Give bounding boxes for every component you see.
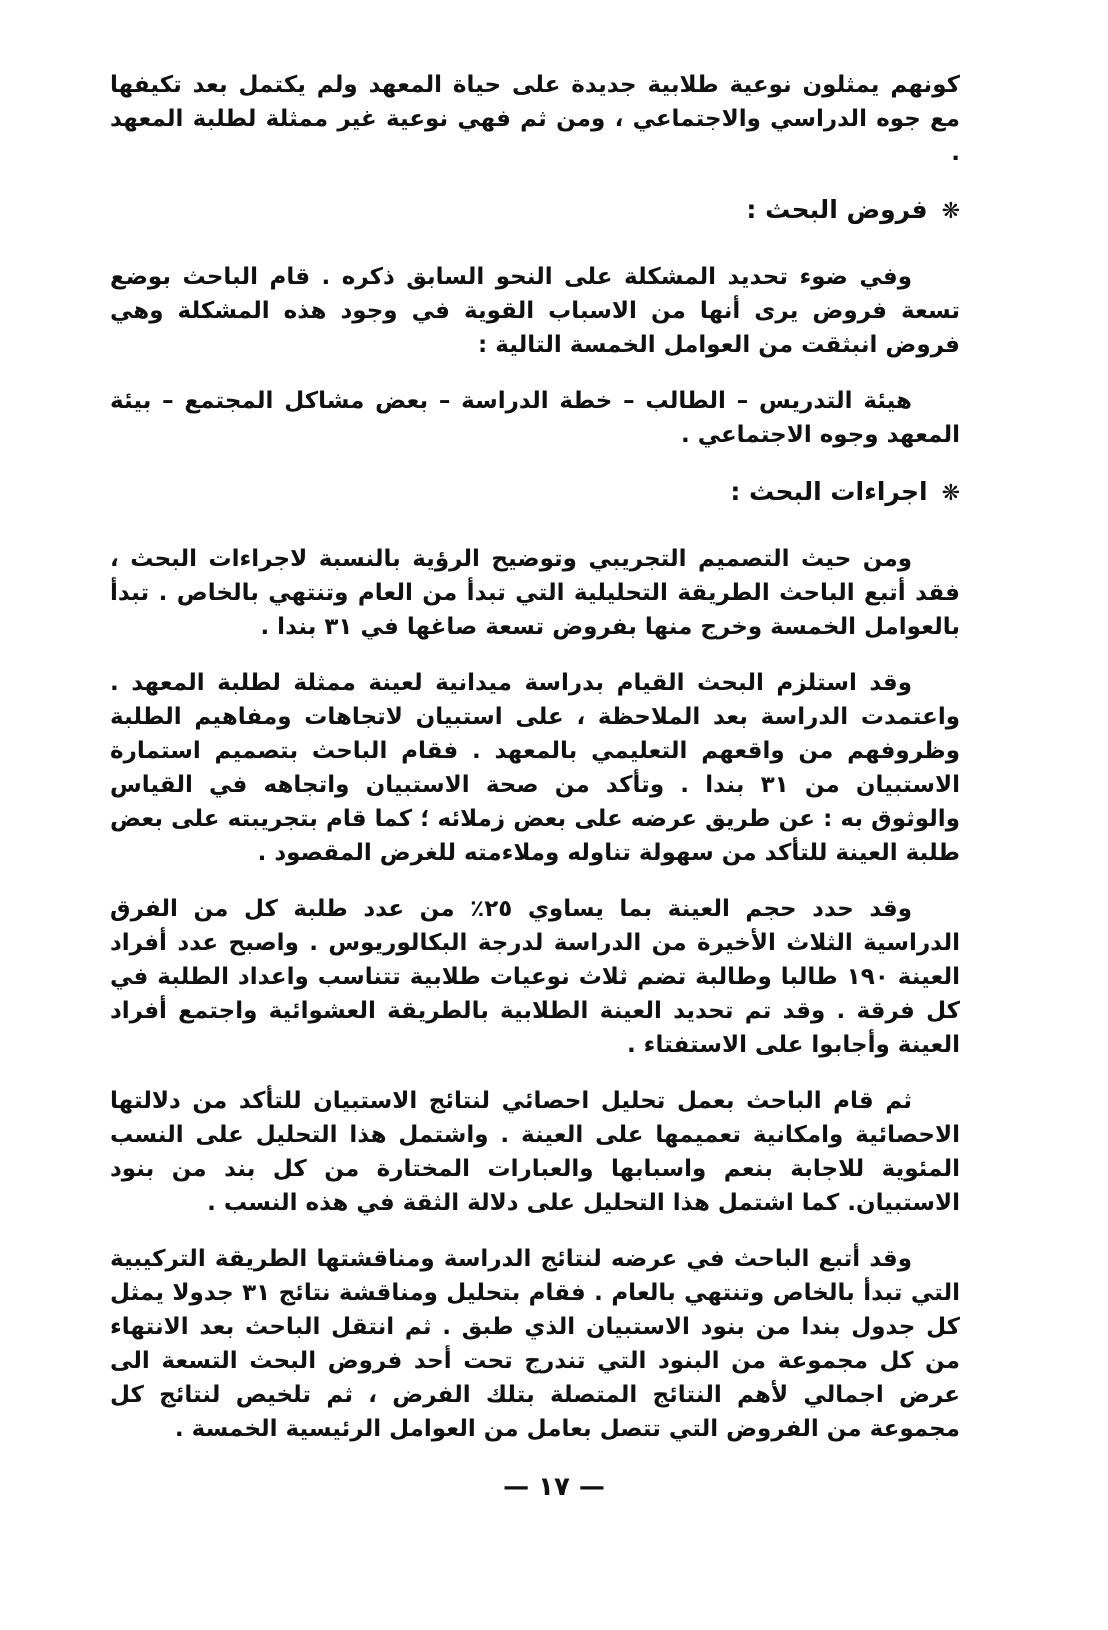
paragraph-design: ومن حيث التصميم التجريبي وتوضيح الرؤية بالنسبة لاجراءات البحث ، فقد أتبع الباحث الطريقة التحليلية التي تبدأ من العام وتنتهي بالخاص . تبدأ بالعوامل الخمسة وخرج منها بفروض تسعة صاغها في ٣١ بندا .: [110, 546, 960, 640]
paragraph-intro-continuation: كونهم يمثلون نوعية طلابية جديدة على حياة المعهد ولم يكتمل بعد تكيفها مع جوه الدراسي والاجتماعي ، ومن ثم فهي نوعية غير ممثلة لطلبة المعهد .: [110, 72, 960, 166]
paragraph-field-study: وقد استلزم البحث القيام بدراسة ميدانية لعينة ممثلة لطلبة المعهد . واعتمدت الدراسة بعد الملاحظة ، على استبيان لاتجاهات ومفاهيم الطلبة وظروفهم من واقعهم التعليمي بالمعهد . فقام الباحث بتصميم استمارة الاستبيان من ٣١ بندا . وتأكد من صحة الاستبيان واتجاهه في القياس والوثوق به : عن طريق عرضه على بعض زملائه ؛ كما قام بتجريبته على بعض طلبة العينة للتأكد من سهولة تناوله وملاءمته للغرض المقصود .: [110, 670, 960, 866]
paragraph-sample-size: وقد حدد حجم العينة بما يساوي ٢٥٪ من عدد طلبة كل من الفرق الدراسية الثلاث الأخيرة من الدراسة لدرجة البكالوريوس . واصبح عدد أفراد العينة ١٩٠ طالبا وطالبة تضم ثلاث نوعيات طلابية تتناسب واعداد الطلبة في كل فرقة . وقد تم تحديد العينة الطلابية بالطريقة العشوائية واجتمع أفراد العينة وأجابوا على الاستفتاء .: [110, 896, 960, 1058]
body-text: [110, 68, 960, 1468]
paragraph-hypotheses: وفي ضوء تحديد المشكلة على النحو السابق ذكره . قام الباحث بوضع تسعة فروض يرى أنها من الاسباب القوية في وجود هذه المشكلة وهي فروض انبثقت من العوامل الخمسة التالية :: [110, 264, 960, 358]
heading-text: اجراءات البحث :: [730, 477, 928, 506]
paragraph-statistical-analysis: ثم قام الباحث بعمل تحليل احصائي لنتائج الاستبيان للتأكد من دلالتها الاحصائية وامكانية تعميمها على العينة . واشتمل هذا التحليل على النسب المئوية للاجابة بنعم واسبابها والعبارات المختارة من كل بند من بنود الاستبيان. كما اشتمل هذا التحليل على دلالة الثقة في هذه النسب .: [110, 1088, 960, 1216]
heading-text: فروض البحث :: [746, 195, 928, 224]
heading-research-hypotheses: [110, 192, 960, 230]
paragraph-results-presentation: وقد أتبع الباحث في عرضه لنتائج الدراسة ومناقشتها الطريقة التركيبية التي تبدأ بالخاص وتنتهي بالعام . فقام بتحليل ومناقشة نتائج ٣١ جدولا يمثل كل جدول بندا من بنود الاستبيان الذي طبق . ثم انتقل الباحث بعد الانتهاء من كل مجموعة من البنود التي تندرج تحت أحد فروض البحث التسعة الى عرض اجمالي لأهم النتائج المتصلة بتلك الفرض ، ثم تلخيص لنتائج كل مجموعة من الفروض التي تتصل بعامل من العوامل الرئيسية الخمسة .: [110, 1246, 960, 1442]
asterisk-bullet-icon: ❋: [941, 481, 960, 506]
asterisk-bullet-icon: ❋: [941, 199, 960, 224]
heading-research-procedures: [110, 474, 960, 512]
page-number: — ١٧ —: [503, 1472, 605, 1502]
paragraph-factors-list: هيئة التدريس – الطالب – خطة الدراسة – بعض مشاكل المجتمع – بيئة المعهد وجوه الاجتماعي .: [110, 388, 960, 448]
